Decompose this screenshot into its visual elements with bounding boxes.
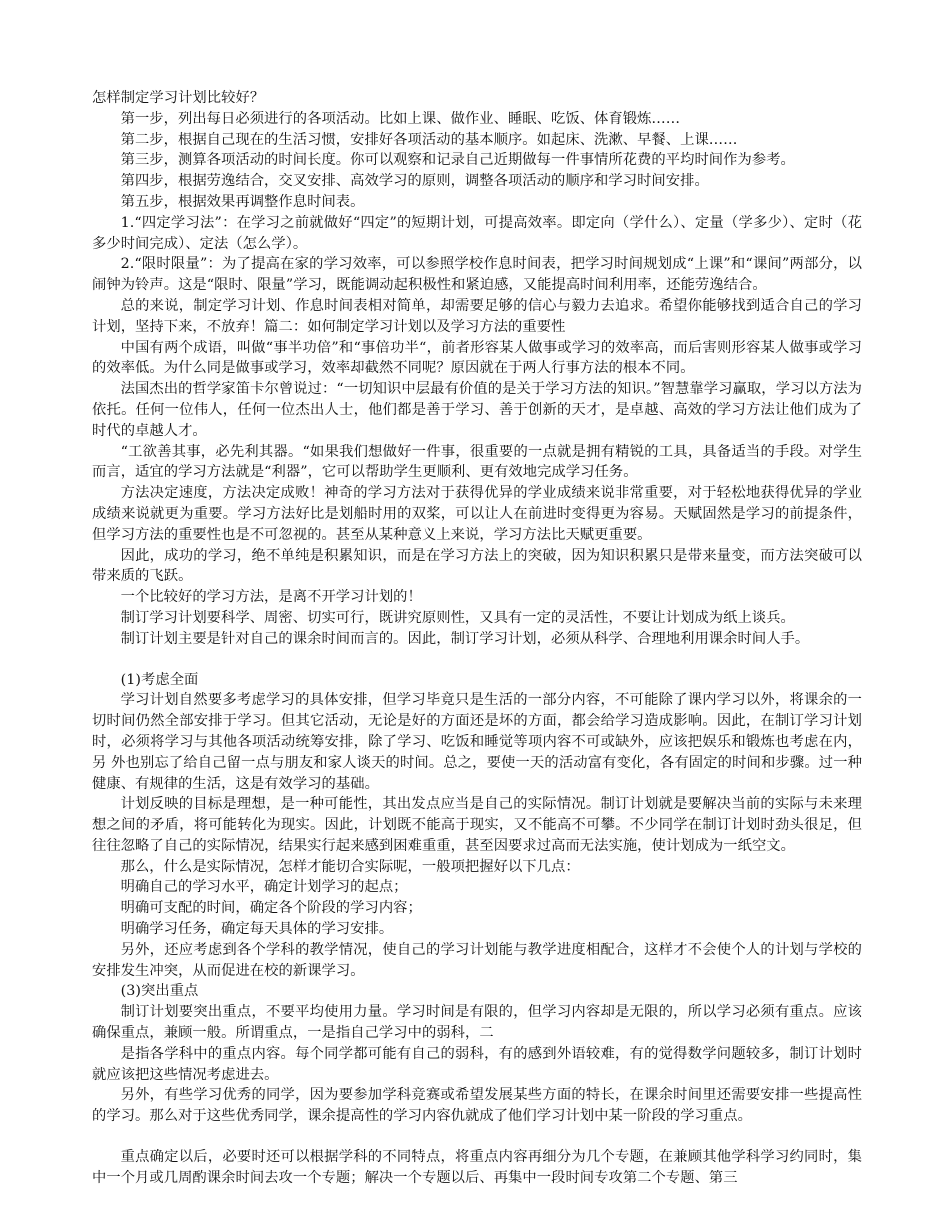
- body-paragraph: 另外，有些学习优秀的同学，因为要参加学科竞赛或希望发展某些方面的特长，在课余时间里还需要安排一些提高性的学习。那么对于这些优秀同学，课余提高性的学习内容仇就成了他们学习计划中某一阶段的学习重点。: [92, 1087, 862, 1125]
- body-paragraph: 方法决定速度，方法决定成败！神奇的学习方法对于获得优异的学业成绩来说非常重要，对于轻松地获得优异的学业成绩来说就更为重要。学习方法好比是划船时用的双桨，可以让人在前进时变得更为容易。天赋固然是学习的前提条件，但学习方法的重要性也是不可忽视的。甚至从某种意义上来说，学习方法比天赋更重要。: [92, 485, 862, 543]
- document-body: [92, 88, 862, 1189]
- step-5: 第五步，根据效果再调整作息时间表。: [120, 193, 365, 210]
- step-2: 第二步，根据自己现在的生活习惯，安排好各项活动的基本顺序。如起床、洗漱、早餐、上课……: [120, 131, 738, 148]
- body-paragraph: 学习计划自然要多考虑学习的具体安排，但学习毕竟只是生活的一部分内容，不可能除了课内学习以外，将课余的一切时间仍然全部安排于学习。但其它活动，无论是好的方面还是坏的方面，都会给学习造成影响。因此，在制订学习计划时，必须将学习与其他各项活动统筹安排，除了学习、吃饭和睡觉等项内容不可或缺外，应该把娱乐和锻炼也考虑在内，另 外也别忘了给自己留一点与朋友和家人谈天的时间。总之，要使一天的活动富有变化，各有固定的时间和步骤。过一种健康、有规律的生活，这是有效学习的基础。: [92, 692, 862, 792]
- section-heading: (1)考虑全面: [120, 671, 199, 688]
- document-title: 怎样制定学习计划比较好？: [92, 90, 265, 106]
- body-paragraph: 制订计划要突出重点，不要平均使用力量。学习时间是有限的，但学习内容却是无限的，所以学习必须有重点。应该确保重点，兼顾一般。所谓重点，一是指自己学习中的弱科，二: [92, 1004, 862, 1042]
- body-paragraph: “工欲善其事，必先利其器。“如果我们想做好一件事，很重要的一点就是拥有精锐的工具，具备适当的手段。对学生而言，适宜的学习方法就是“利器”，它可以帮助学生更顺利、更有效地完成学习任务。: [92, 443, 862, 481]
- section-heading: (3)突出重点: [120, 983, 199, 1000]
- body-paragraph: 制订计划主要是针对自己的课余时间而言的。因此，制订学习计划，必须从科学、合理地利用课余时间人手。: [120, 630, 810, 647]
- step-3: 第三步，测算各项活动的时间长度。你可以观察和记录自己近期做每一件事情所花费的平均时间作为参考。: [120, 152, 795, 169]
- list-item: 明确自己的学习水平，确定计划学习的起点；: [120, 879, 408, 896]
- body-paragraph: 那么，什么是实际情况，怎样才能切合实际呢，一般项把握好以下几点：: [120, 858, 580, 875]
- body-paragraph: 一个比较好的学习方法，是离不开学习计划的！: [120, 589, 422, 606]
- body-paragraph: 另外，还应考虑到各个学科的教学情况，使自己的学习计划能与教学进度相配合，这样才不会使个人的计划与学校的安排发生冲突，从而促进在校的新课学习。: [92, 941, 862, 979]
- body-paragraph: 法国杰出的哲学家笛卡尔曾说过：“一切知识中层最有价值的是关于学习方法的知识。”智慧靠学习赢取，学习以方法为依托。任何一位伟人，任何一位杰出人士，他们都是善于学习、善于创新的天才，是卓越、高效的学习方法让他们成为了时代的卓越人才。: [92, 381, 862, 439]
- body-paragraph: 制订学习计划要科学、周密、切实可行，既讲究原则性，又具有一定的灵活性，不要让计划成为纸上谈兵。: [120, 609, 795, 626]
- body-paragraph: 中国有两个成语，叫做“事半功倍”和“事倍功半“，前者形容某人做事或学习的效率高，而后害则形容某人做事或学习的效率低。为什么同是做事或学习，效率却截然不同呢？原因就在于两人行事方法的根本不同。: [92, 339, 862, 377]
- body-paragraph: 因此，成功的学习，绝不单纯是积累知识，而是在学习方法上的突破，因为知识积累只是带来量变，而方法突破可以带来质的飞跃。: [92, 547, 862, 585]
- step-4: 第四步，根据劳逸结合，交叉安排、高效学习的原则，调整各项活动的顺序和学习时间安排。: [120, 173, 709, 190]
- list-item: 明确学习任务，确定每天具体的学习安排。: [120, 921, 394, 938]
- body-paragraph: 重点确定以后，必要时还可以根据学科的不同特点，将重点内容再细分为几个专题，在兼顾其他学科学习约同时，集中一个月或几周酌课余时间去攻一个专题；解决一个专题以后、再集中一段时间专攻第二个专题、第三: [92, 1149, 862, 1186]
- step-1: 第一步，列出每日必须进行的各项活动。比如上课、做作业、睡眠、吃饭、体育锻炼……: [120, 110, 681, 127]
- summary-paragraph: 总的来说，制定学习计划、作息时间表相对简单，却需要足够的信心与毅力去追求。希望你能够找到适合自己的学习计划，坚持下来，不放弃！篇二：如何制定学习计划以及学习方法的重要性: [92, 297, 862, 335]
- body-paragraph: 是指各学科中的重点内容。每个同学都可能有自己的弱科，有的感到外语较难，有的觉得数学问题较多，制订计划时就应该把这些情况考虑进去。: [92, 1045, 862, 1083]
- method-four-fix: 1.“四定学习法”：在学习之前就做好“四定”的短期计划，可提高效率。即定向（学什么）、定量（学多少）、定时（花多少时间完成）、定法（怎么学）。: [92, 214, 862, 252]
- list-item: 明确可支配的时间，确定各个阶段的学习内容；: [120, 900, 422, 917]
- method-time-limit: 2.“限时限量”：为了提高在家的学习效率，可以参照学校作息时间表，把学习时间规划成“上课”和“课间”两部分，以闹钟为铃声。这是“限时、限量”学习，既能调动起积极性和紧迫感，又能提高时间利用率，还能劳逸结合。: [92, 256, 862, 294]
- body-paragraph: 计划反映的目标是理想，是一种可能性，其出发点应当是自己的实际情况。制订计划就是要解决当前的实际与未来理想之间的矛盾，将可能转化为现实。因此，计划既不能高于现实，又不能高不可攀。不少同学在制订计划时劲头很足，但往往忽略了自己的实际情况，结果实行起来感到困难重重，甚至因要求过高而无法实施，使计划成为一纸空文。: [92, 796, 862, 854]
